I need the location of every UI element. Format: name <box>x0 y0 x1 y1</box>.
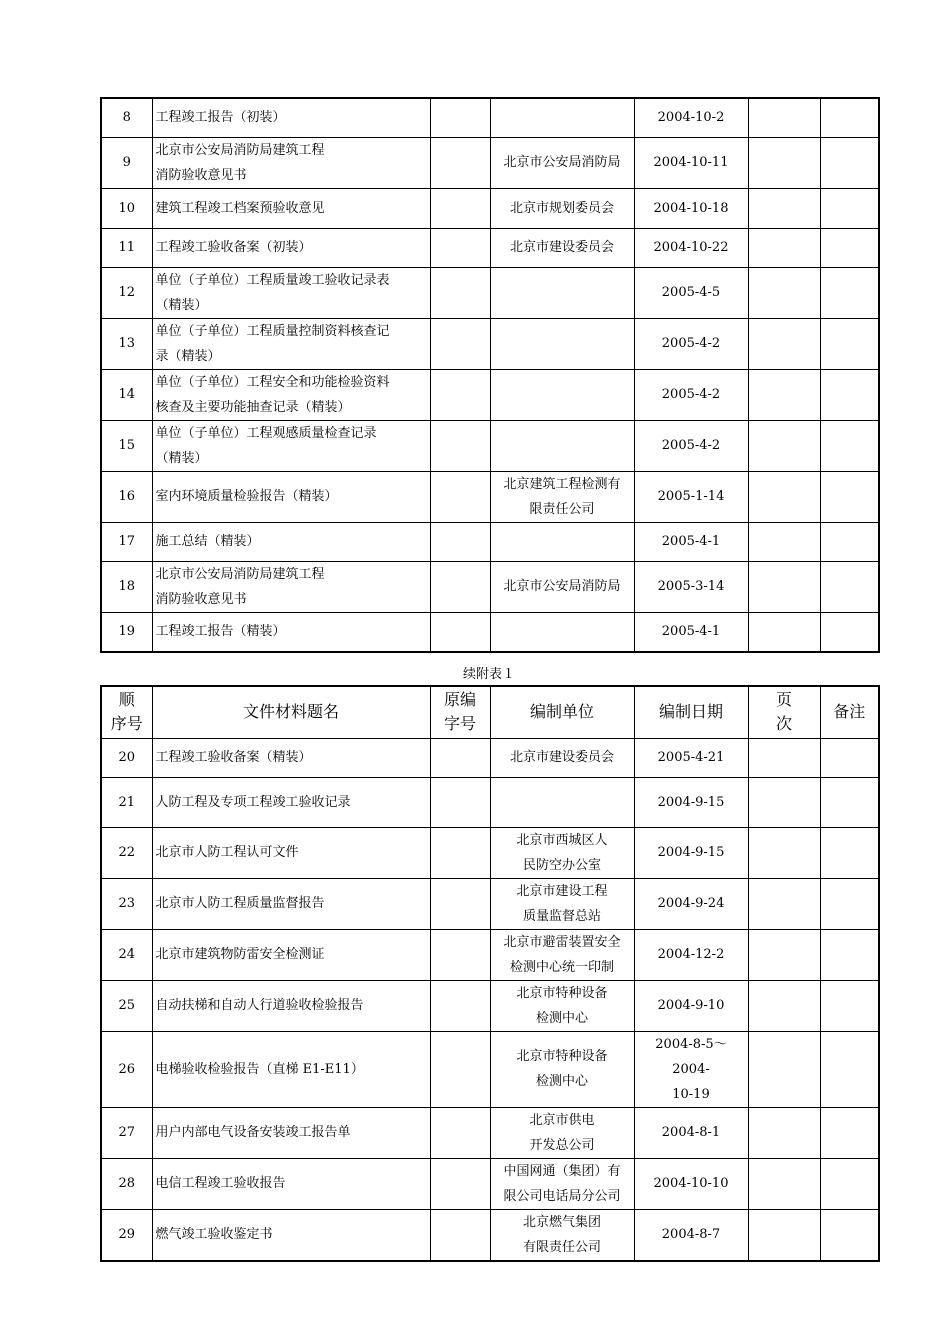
row-title-line: 北京市公安局消防局建筑工程 <box>155 142 325 158</box>
row-date-line: 2005-1-14 <box>657 489 725 504</box>
row-title-line: 施工总结（精装） <box>155 534 260 549</box>
row-unit <box>490 561 634 612</box>
row-unit-line: 开发总公司 <box>529 1137 595 1153</box>
row-code <box>430 878 490 929</box>
row-date-line: 2005-4-2 <box>661 336 721 351</box>
row-title <box>152 228 430 267</box>
row-unit <box>490 98 634 137</box>
row-title-line: 工程竣工报告（精装） <box>155 624 286 640</box>
row-number: 28 <box>101 1158 152 1209</box>
table-row <box>101 318 879 369</box>
row-title-line: 录（精装） <box>155 348 221 364</box>
row-code <box>430 522 490 561</box>
row-number: 11 <box>101 228 152 267</box>
row-page <box>748 1031 820 1107</box>
row-page <box>748 878 820 929</box>
archive-table-2 <box>100 685 880 1262</box>
row-title-line: 单位（子单位）工程质量控制资料核查记 <box>155 323 390 339</box>
row-title-line: 单位（子单位）工程观感质量检查记录 <box>155 425 377 441</box>
row-date-line: 2004-8-1 <box>661 1125 721 1140</box>
row-date <box>634 228 748 267</box>
row-date <box>634 1031 748 1107</box>
row-title-line: 电梯验收检验报告（直梯 E1-E11） <box>155 1061 364 1077</box>
table-row <box>101 1107 879 1158</box>
row-title-line: 工程竣工验收备案（精装） <box>155 750 312 765</box>
row-code <box>430 420 490 471</box>
row-code <box>430 612 490 652</box>
row-note <box>820 188 879 228</box>
row-date-line: 2004-9-10 <box>657 998 725 1013</box>
table-row <box>101 137 879 188</box>
row-unit-line: 北京市特种设备 <box>516 1049 608 1064</box>
row-unit <box>490 1158 634 1209</box>
row-number: 29 <box>101 1209 152 1261</box>
table-row <box>101 878 879 929</box>
row-page <box>748 827 820 878</box>
header-page: 页 次 <box>748 686 820 738</box>
row-title-line: 电信工程竣工验收报告 <box>155 1176 286 1191</box>
row-unit-line: 北京燃气集团 <box>522 1214 601 1230</box>
row-title <box>152 369 430 420</box>
row-unit-line: 检测中心统一印制 <box>509 959 614 975</box>
row-note <box>820 318 879 369</box>
row-number: 20 <box>101 738 152 777</box>
table-caption: 续附表１ <box>462 667 515 682</box>
row-date-line: 2004-12-2 <box>657 947 725 962</box>
row-unit <box>490 1209 634 1261</box>
header-title: 文件材料题名 <box>152 686 430 738</box>
row-code <box>430 137 490 188</box>
row-page <box>748 420 820 471</box>
table-row <box>101 420 879 471</box>
row-note <box>820 471 879 522</box>
row-number: 12 <box>101 267 152 318</box>
row-unit <box>490 1107 634 1158</box>
row-note <box>820 1031 879 1107</box>
archive-table-1-body <box>101 98 879 652</box>
row-note <box>820 1209 879 1261</box>
row-unit-line: 北京市公安局消防局 <box>503 155 621 170</box>
row-code <box>430 98 490 137</box>
row-date <box>634 188 748 228</box>
row-date <box>634 267 748 318</box>
row-number: 14 <box>101 369 152 420</box>
row-page <box>748 777 820 827</box>
row-unit-line: 限公司电话局分公司 <box>503 1188 621 1204</box>
table-row <box>101 980 879 1031</box>
table-row <box>101 612 879 652</box>
row-title <box>152 98 430 137</box>
row-note <box>820 1158 879 1209</box>
row-number: 25 <box>101 980 152 1031</box>
row-title-line: 工程竣工验收备案（初装） <box>155 240 312 255</box>
table-row <box>101 929 879 980</box>
row-page <box>748 1107 820 1158</box>
row-code <box>430 1158 490 1209</box>
row-code <box>430 188 490 228</box>
row-note <box>820 420 879 471</box>
row-title <box>152 878 430 929</box>
row-title <box>152 929 430 980</box>
row-unit-line: 北京建筑工程检测有 <box>503 476 621 492</box>
table-row <box>101 561 879 612</box>
row-note <box>820 929 879 980</box>
row-page <box>748 188 820 228</box>
table-row <box>101 369 879 420</box>
table-row <box>101 1158 879 1209</box>
row-code <box>430 1107 490 1158</box>
row-page <box>748 522 820 561</box>
row-title-line: 建筑工程竣工档案预验收意见 <box>155 200 325 216</box>
row-unit-line: 北京市公安局消防局 <box>503 579 621 594</box>
row-number: 9 <box>101 137 152 188</box>
row-date <box>634 738 748 777</box>
row-page <box>748 228 820 267</box>
row-page <box>748 267 820 318</box>
row-code <box>430 318 490 369</box>
row-title-line: 自动扶梯和自动人行道验收检验报告 <box>155 998 364 1013</box>
row-date-line: 2004-10-10 <box>653 1176 729 1191</box>
row-title <box>152 1209 430 1261</box>
row-date-line: 2004-9-15 <box>657 845 725 860</box>
row-date <box>634 612 748 652</box>
row-title-line: 燃气竣工验收鉴定书 <box>155 1227 273 1242</box>
row-date <box>634 777 748 827</box>
row-code <box>430 561 490 612</box>
row-unit <box>490 777 634 827</box>
row-code <box>430 369 490 420</box>
row-unit <box>490 522 634 561</box>
row-code <box>430 1209 490 1261</box>
row-title <box>152 471 430 522</box>
row-title <box>152 137 430 188</box>
row-number: 22 <box>101 827 152 878</box>
row-number: 17 <box>101 522 152 561</box>
row-note <box>820 878 879 929</box>
row-title-line: 北京市人防工程认可文件 <box>155 845 299 860</box>
header-unit: 编制单位 <box>490 686 634 738</box>
row-title <box>152 188 430 228</box>
row-code <box>430 1031 490 1107</box>
row-number: 13 <box>101 318 152 369</box>
row-page <box>748 137 820 188</box>
table-row <box>101 267 879 318</box>
table-row <box>101 228 879 267</box>
header-code: 原编 字号 <box>430 686 490 738</box>
row-title <box>152 522 430 561</box>
row-unit-line: 北京市建设委员会 <box>509 240 614 255</box>
row-title-line: 人防工程及专项工程竣工验收记录 <box>155 794 351 810</box>
row-date <box>634 1107 748 1158</box>
row-number: 18 <box>101 561 152 612</box>
row-date <box>634 1209 748 1261</box>
row-date-line: 2004-10-22 <box>653 240 729 255</box>
row-date <box>634 98 748 137</box>
header-no: 顺 序号 <box>101 686 152 738</box>
row-unit <box>490 420 634 471</box>
row-date <box>634 471 748 522</box>
row-page <box>748 471 820 522</box>
row-number: 15 <box>101 420 152 471</box>
row-note <box>820 777 879 827</box>
row-date <box>634 522 748 561</box>
row-date <box>634 420 748 471</box>
row-unit-line: 检测中心 <box>535 1010 588 1026</box>
row-title <box>152 561 430 612</box>
row-number: 27 <box>101 1107 152 1158</box>
row-number: 21 <box>101 777 152 827</box>
row-unit-line: 中国网通（集团）有 <box>503 1163 621 1179</box>
row-code <box>430 471 490 522</box>
header-date: 编制日期 <box>634 686 748 738</box>
row-date <box>634 318 748 369</box>
row-unit <box>490 1031 634 1107</box>
table-row <box>101 98 879 137</box>
row-title-line: 北京市公安局消防局建筑工程 <box>155 566 325 582</box>
row-page <box>748 980 820 1031</box>
archive-table-1 <box>100 97 880 653</box>
row-date-line: 2004-8-5～2004- <box>655 1036 727 1077</box>
row-title-line: 工程竣工报告（初装） <box>155 110 286 126</box>
row-unit <box>490 738 634 777</box>
row-date-line: 2005-4-5 <box>661 285 721 300</box>
row-code <box>430 267 490 318</box>
row-code <box>430 827 490 878</box>
row-unit <box>490 980 634 1031</box>
row-title-line: 消防验收意见书 <box>155 591 247 607</box>
row-date-line: 2004-10-18 <box>653 200 729 216</box>
row-unit-line: 北京市规划委员会 <box>509 200 614 216</box>
row-unit <box>490 137 634 188</box>
row-unit-line: 北京市建设工程 <box>516 883 608 899</box>
row-date-line: 2005-4-21 <box>657 750 725 765</box>
archive-table-2-body <box>101 738 879 1261</box>
row-title-line: 用户内部电气设备安装竣工报告单 <box>155 1125 351 1140</box>
row-title-line: 室内环境质量检验报告（精装） <box>155 489 338 504</box>
row-note <box>820 137 879 188</box>
row-title-line: 核查及主要功能抽查记录（精装） <box>155 399 351 415</box>
row-note <box>820 267 879 318</box>
row-unit-line: 限责任公司 <box>529 501 595 517</box>
row-date-line: 2004-10-2 <box>657 110 725 126</box>
row-date-line: 2005-4-2 <box>661 387 721 402</box>
row-page <box>748 1158 820 1209</box>
row-date-line: 2005-3-14 <box>657 579 725 594</box>
row-unit <box>490 188 634 228</box>
row-note <box>820 228 879 267</box>
row-date-line: 2004-10-11 <box>653 155 729 170</box>
row-date-line: 2005-4-2 <box>661 438 721 453</box>
row-unit-line: 质量监督总站 <box>522 908 601 924</box>
row-unit <box>490 267 634 318</box>
row-note <box>820 522 879 561</box>
row-unit-line: 有限责任公司 <box>522 1239 601 1255</box>
row-date <box>634 137 748 188</box>
row-number: 16 <box>101 471 152 522</box>
row-title-line: （精装） <box>155 450 208 466</box>
row-date-line: 2004-9-15 <box>657 794 725 810</box>
row-date-line: 2004-8-7 <box>661 1227 721 1242</box>
row-date <box>634 369 748 420</box>
row-page <box>748 318 820 369</box>
row-date-line: 2004-9-24 <box>657 896 725 911</box>
row-date <box>634 980 748 1031</box>
row-page <box>748 612 820 652</box>
row-unit-line: 北京市建设委员会 <box>509 750 614 765</box>
row-code <box>430 228 490 267</box>
row-unit <box>490 878 634 929</box>
row-note <box>820 612 879 652</box>
row-title <box>152 980 430 1031</box>
table-row <box>101 827 879 878</box>
row-title-line: 单位（子单位）工程质量竣工验收记录表 <box>155 272 390 288</box>
row-title <box>152 777 430 827</box>
row-date-line: 2005-4-1 <box>661 624 721 640</box>
row-number: 10 <box>101 188 152 228</box>
row-unit-line: 北京市供电 <box>529 1112 595 1128</box>
table-row <box>101 1209 879 1261</box>
table-row <box>101 471 879 522</box>
header-note: 备注 <box>820 686 879 738</box>
row-unit-line: 检测中心 <box>535 1074 588 1089</box>
row-unit <box>490 827 634 878</box>
row-note <box>820 738 879 777</box>
row-title-line: 单位（子单位）工程安全和功能检验资料 <box>155 374 390 390</box>
row-title-line: （精装） <box>155 297 208 313</box>
row-unit-line: 民防空办公室 <box>522 857 601 873</box>
row-title-line: 北京市人防工程质量监督报告 <box>155 896 325 911</box>
row-date <box>634 878 748 929</box>
row-number: 26 <box>101 1031 152 1107</box>
row-note <box>820 561 879 612</box>
row-code <box>430 929 490 980</box>
row-unit-line: 北京市避雷装置安全 <box>503 934 621 950</box>
row-title-line: 消防验收意见书 <box>155 167 247 183</box>
row-title <box>152 738 430 777</box>
row-date <box>634 561 748 612</box>
row-date-line: 2005-4-1 <box>661 534 721 549</box>
row-page <box>748 98 820 137</box>
row-title-line: 北京市建筑物防雷安全检测证 <box>155 947 325 962</box>
row-unit <box>490 318 634 369</box>
row-page <box>748 929 820 980</box>
row-title <box>152 420 430 471</box>
row-unit <box>490 612 634 652</box>
table-row <box>101 738 879 777</box>
row-title <box>152 827 430 878</box>
row-title <box>152 1158 430 1209</box>
row-title <box>152 612 430 652</box>
table-row <box>101 188 879 228</box>
row-page <box>748 1209 820 1261</box>
row-unit <box>490 369 634 420</box>
row-title <box>152 1107 430 1158</box>
row-title <box>152 267 430 318</box>
row-code <box>430 777 490 827</box>
row-code <box>430 738 490 777</box>
row-title <box>152 318 430 369</box>
row-date <box>634 929 748 980</box>
row-note <box>820 98 879 137</box>
row-unit <box>490 929 634 980</box>
row-unit-line: 北京市特种设备 <box>516 985 608 1001</box>
row-number: 24 <box>101 929 152 980</box>
row-code <box>430 980 490 1031</box>
row-date <box>634 827 748 878</box>
table-row <box>101 522 879 561</box>
row-note <box>820 980 879 1031</box>
row-unit-line: 北京市西城区人 <box>516 832 608 848</box>
row-number: 19 <box>101 612 152 652</box>
row-note <box>820 1107 879 1158</box>
row-unit <box>490 471 634 522</box>
row-page <box>748 738 820 777</box>
row-note <box>820 827 879 878</box>
row-number: 8 <box>101 98 152 137</box>
row-unit <box>490 228 634 267</box>
row-number: 23 <box>101 878 152 929</box>
table-header-row <box>101 686 879 738</box>
row-date-line: 10-19 <box>672 1086 710 1102</box>
row-date <box>634 1158 748 1209</box>
table-row <box>101 777 879 827</box>
row-page <box>748 561 820 612</box>
row-note <box>820 369 879 420</box>
row-page <box>748 369 820 420</box>
table-row <box>101 1031 879 1107</box>
row-title <box>152 1031 430 1107</box>
